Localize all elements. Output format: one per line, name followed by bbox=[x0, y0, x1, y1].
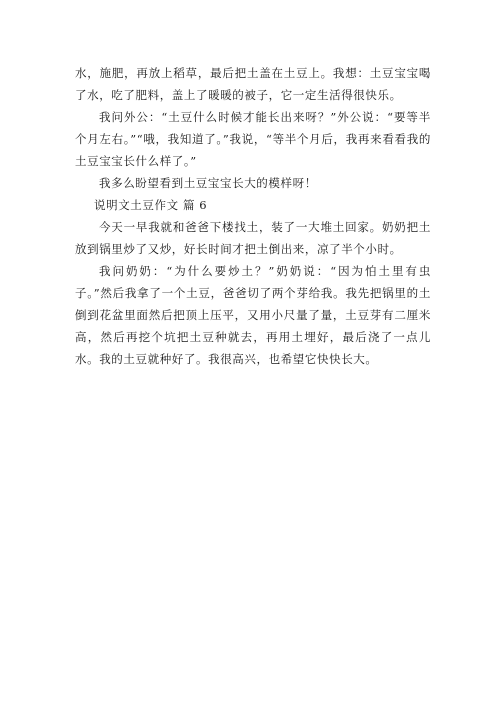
document-body bbox=[75, 62, 431, 370]
paragraph-2: 我问外公：“土豆什么时候才能长出来呀？”外公说：“要等半个月左右。”“哦，我知道了。”我说，“等半个月后，我再来看看我的土豆宝宝长什么样了。” bbox=[75, 110, 431, 168]
section-title: 说明文土豆作文 篇 6 bbox=[94, 198, 208, 212]
paragraph-1: 水，施肥，再放上稻草，最后把土盖在土豆上。我想：土豆宝宝喝了水，吃了肥料，盖上了暖暖的被子，它一定生活得很快乐。 bbox=[75, 66, 431, 102]
paragraph-3: 我多么盼望看到土豆宝宝长大的模样呀！ bbox=[99, 176, 317, 190]
paragraph-4: 今天一早我就和爸爸下楼找土，装了一大堆土回家。奶奶把土放到锅里炒了又炒，好长时间才把土倒出来，凉了半个小时。 bbox=[75, 220, 431, 256]
paragraph-5: 我问奶奶：“为什么要炒土？”奶奶说：“因为怕土里有虫子。”然后我拿了一个土豆，爸爸切了两个芽给我。我先把锅里的土倒到花盆里面然后把顶上压平，又用小尺量了量，土豆芽有二厘米高，然后再挖个坑把土豆种就去，再用土埋好，最后浇了一点儿水。我的土豆就种好了。我很高兴，也希望它快快长大。 bbox=[75, 264, 431, 366]
